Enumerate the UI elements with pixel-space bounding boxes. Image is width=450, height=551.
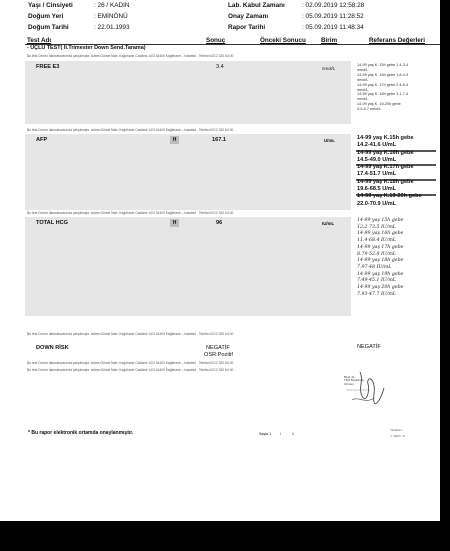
birthdate-label: Doğum Tarihi xyxy=(28,24,69,31)
test-unit-total-hcg: IU/mL xyxy=(322,221,335,226)
test-ref-free-e3: 14-99 yaş K. 15h gebe 1.4-3.4 nmol/L 14-99 yaş K. 16h gebe 1.8-4.3 nmol/L 14-99 yaş K. 17h gebe 2.4-6.4 nmol/L 14-99 yaş K. 18h gebe 3.1-7.4 nmol/L 14-99 yaş K. 19-20h gebe 3.4-8.7 nmol/L xyxy=(357,63,409,112)
signature-line: Tıbbi Biyokimya xyxy=(344,378,364,383)
test-name-free-e3: FREE E3 xyxy=(36,64,60,70)
col-test-name: Test Adı xyxy=(27,37,52,44)
lab-accept-label: Lab. Kabul Zamanı xyxy=(228,2,285,9)
section-title: - ÜÇLÜ TEST( II.Trimester Down Send.Tarama) xyxy=(27,45,146,51)
lab-footer-note: Bu test Centro laboratuvarında çalışılmıştır. Adres:Gürsel Mah. Kağıthane Caddesi 14/3 34400 Kağıthane – İstanbul - Telefon:0212 320 64 00 xyxy=(27,54,234,58)
col-previous: Önceki Sonucu xyxy=(260,37,306,44)
row-shading-afp xyxy=(25,134,351,210)
birthplace-value: : EMİNÖNÜ xyxy=(94,13,128,20)
down-risk-ref: NEGATİF xyxy=(357,344,381,350)
col-unit: Birim xyxy=(321,37,338,44)
report-date-label: Rapor Tarihi xyxy=(228,24,266,31)
lab-footer-note: Bu test Centro laboratuvarında çalışılmıştır. Adres:Gürsel Mah. Kağıthane Caddesi 14/3 34400 Kağıthane – İstanbul - Telefon:0212 320 64 00 xyxy=(27,368,234,372)
doctor-signature-stamp xyxy=(340,366,392,410)
lab-footer-note: Bu test Centro laboratuvarında çalışılmıştır. Adres:Gürsel Mah. Kağıthane Caddesi 14/3 34400 Kağıthane – İstanbul - Telefon:0212 320 64 00 xyxy=(27,361,234,365)
test-value-afp: 167.1 xyxy=(212,137,226,143)
lab-footer-note: Bu test Centro laboratuvarında çalışılmıştır. Adres:Gürsel Mah. Kağıthane Caddesi 14/3 34400 Kağıthane – İstanbul - Telefon:0212 320 64 00 xyxy=(27,332,234,336)
signature-line: Uzmanı xyxy=(344,381,354,386)
signature-line: Biyol. Dr. xyxy=(344,375,356,379)
col-reference: Referans Değerleri xyxy=(369,37,425,44)
report-date-value: : 05.09.2019 11:48:34 xyxy=(302,24,364,31)
test-ref-total-hcg: 14-99 yaş 15h gebe 12.2-73.5 IU/mL 14-99 yaş 16h gebe 11.4-68.4 IU/mL 14-99 yaş 17h gebe 8.79-52.9 IU/mL 14-99 yaş 18h gebe 7.97-48 IU/mL 14-99 yaş 19h gebe 7.49-45.1 IU/mL 14-99 yaş 20h gebe 7.93-47.7 IU/mL xyxy=(357,218,404,297)
test-name-total-hcg: TOTAL HCG xyxy=(36,220,69,226)
print-date-label: Y. Tarihi : 8 xyxy=(390,434,405,438)
row-shading-free-e3 xyxy=(25,61,351,124)
page-total: 1 xyxy=(292,432,294,436)
col-result: Sonuç xyxy=(206,37,226,44)
approval-label: Onay Zamanı xyxy=(228,13,269,20)
lab-footer-note: Bu test Centro laboratuvarında çalışılmıştır. Adres:Gürsel Mah. Kağıthane Caddesi 14/3 34400 Kağıthane – İstanbul - Telefon:0212 320 64 00 xyxy=(27,211,234,215)
printed-by-label: Yazdıran : xyxy=(390,428,404,432)
test-unit-afp: U/mL xyxy=(324,138,335,143)
test-ref-afp: 14-99 yaş K.15h gebe 14.2-41.6 U/mL 14-99 yaş K.16h gebe 14.5-49.0 U/mL 14-99 yaş K.17h gebe 17.4-51.7 U/mL 14-99 yaş K.18h gebe 19.6-68.5 U/mL 14-99 yaş K.19-20h gebe 22.0-70.9 U/mL xyxy=(357,135,422,207)
test-name-down-risk: DOWN RİSK xyxy=(36,345,69,351)
page-label: Sayfa 1 xyxy=(259,432,272,436)
test-value-free-e3: 3.4 xyxy=(216,64,224,70)
page-separator: / xyxy=(280,432,281,436)
birthdate-value: : 22.01.1993 xyxy=(94,24,130,31)
approval-value: : 05.09.2019 11:28:52 xyxy=(302,13,364,20)
birthplace-label: Doğum Yeri xyxy=(28,13,64,20)
age-gender-value: : 26 / KADIN xyxy=(94,2,130,9)
high-flag-total-hcg: H xyxy=(170,219,179,227)
signature-icon xyxy=(340,366,392,410)
test-value-total-hcg: 96 xyxy=(216,220,223,226)
age-gender-label: Yaşı / Cinsiyeti xyxy=(28,2,73,9)
lab-accept-value: : 02.09.2019 12:58:28 xyxy=(302,2,365,9)
down-risk-result: NEGATİF xyxy=(206,345,230,351)
down-risk-osr: OSR:Pozitif xyxy=(204,352,233,358)
test-name-afp: AFP xyxy=(36,137,48,143)
test-unit-free-e3: nmol/L xyxy=(322,66,336,71)
high-flag-afp: H xyxy=(170,136,179,144)
electronic-approval-note: * Bu rapor elektronik ortamda onaylanmıştır. xyxy=(28,430,134,436)
lab-footer-note: Bu test Centro laboratuvarında çalışılmıştır. Adres:Gürsel Mah. Kağıthane Caddesi 14/3 34400 Kağıthane – İstanbul - Telefon:0212 320 64 00 xyxy=(27,128,234,132)
row-shading-total-hcg xyxy=(25,217,351,316)
